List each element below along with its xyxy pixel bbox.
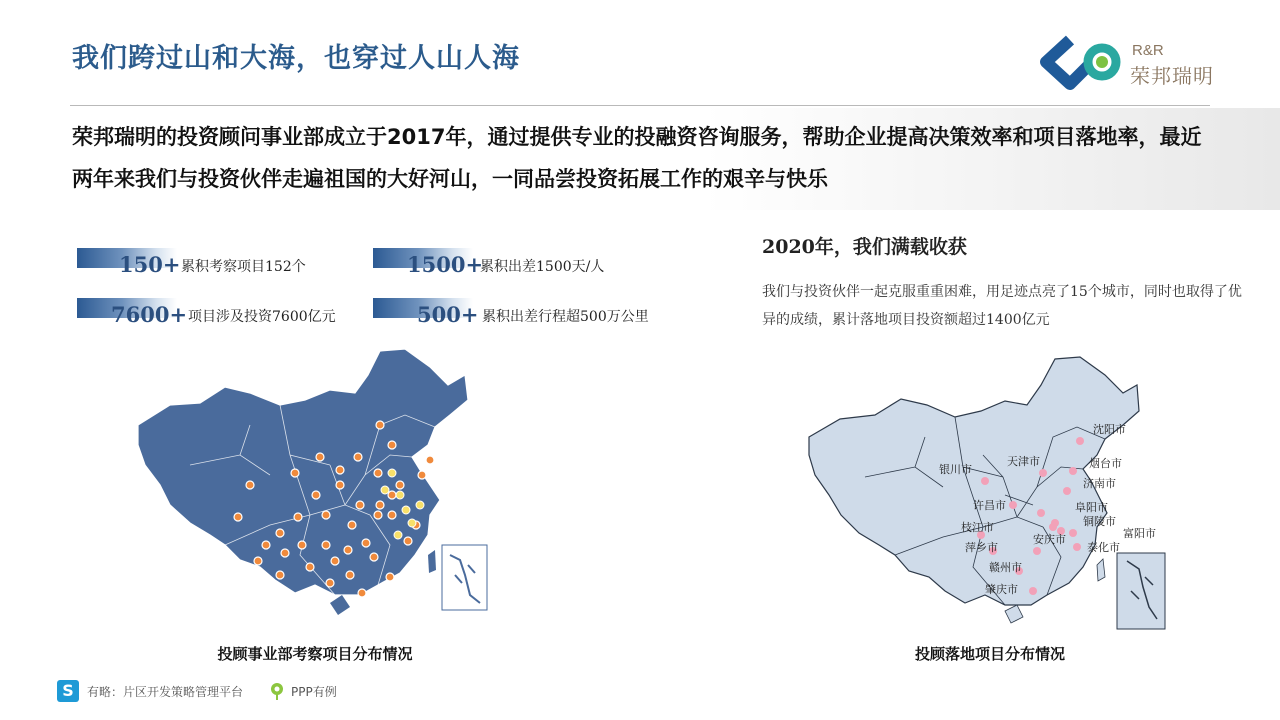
intro-text: 荣邦瑞明的投资顾问事业部成立于2017年，通过提供专业的投融资咨询服务，帮助企业提高决策效率和项目落地率，最近两年来我们与投资伙伴走遍祖国的大好河山，一同品尝投资拓展工作的艰辛与快乐 bbox=[72, 125, 1202, 191]
platform-name: 有略：片区开发策略管理平台 bbox=[87, 685, 244, 699]
city-label: 铜陵市 bbox=[1083, 515, 1116, 528]
survey-dot bbox=[356, 501, 364, 509]
survey-dot bbox=[374, 511, 382, 519]
survey-dot bbox=[396, 491, 404, 499]
survey-dot bbox=[336, 466, 344, 474]
stat-projects bbox=[77, 248, 357, 278]
city-label: 烟台市 bbox=[1089, 457, 1122, 470]
stat-label: 累积考察项目152个 bbox=[181, 259, 306, 275]
survey-dot bbox=[298, 541, 306, 549]
survey-dot bbox=[376, 421, 384, 429]
right-map-caption: 投顾落地项目分布情况 bbox=[914, 645, 1065, 663]
survey-dot bbox=[246, 481, 254, 489]
survey-dot bbox=[276, 571, 284, 579]
hainan-island bbox=[1005, 605, 1023, 623]
survey-dot bbox=[376, 501, 384, 509]
survey-dot bbox=[281, 549, 289, 557]
landed-dot bbox=[1069, 529, 1077, 537]
survey-dot bbox=[346, 571, 354, 579]
logo-name: 荣邦瑞明 bbox=[1130, 64, 1214, 88]
survey-dot bbox=[316, 453, 324, 461]
survey-dot bbox=[402, 506, 410, 514]
stat-mileage bbox=[373, 298, 673, 328]
survey-dot bbox=[374, 469, 382, 477]
city-label: 沈阳市 bbox=[1093, 423, 1126, 436]
survey-dot bbox=[388, 441, 396, 449]
survey-dot bbox=[262, 541, 270, 549]
survey-dot bbox=[426, 456, 434, 464]
city-label: 天津市 bbox=[1007, 455, 1040, 468]
city-label: 银川市 bbox=[939, 463, 972, 476]
stat-value: 7600+ bbox=[111, 302, 188, 327]
stat-value: 1500+ bbox=[407, 252, 484, 277]
company-logo bbox=[1040, 34, 1220, 94]
landed-dot bbox=[1073, 543, 1081, 551]
survey-dot bbox=[388, 491, 396, 499]
taiwan-island bbox=[1097, 559, 1105, 581]
survey-dot bbox=[306, 563, 314, 571]
header-divider bbox=[70, 105, 1210, 106]
survey-dot bbox=[388, 469, 396, 477]
survey-dot bbox=[362, 539, 370, 547]
survey-dot bbox=[416, 501, 424, 509]
logo-mark-icon bbox=[1040, 34, 1128, 90]
survey-dot bbox=[388, 511, 396, 519]
ppp-pin-icon bbox=[269, 682, 285, 700]
right-heading: 2020年，我们满载收获 bbox=[762, 236, 967, 258]
survey-dot bbox=[326, 579, 334, 587]
survey-dot bbox=[370, 553, 378, 561]
landed-projects-map bbox=[805, 355, 1175, 635]
survey-dot bbox=[291, 469, 299, 477]
stat-label: 累积出差1500天/人 bbox=[480, 259, 605, 275]
survey-dot bbox=[404, 537, 412, 545]
landed-dot bbox=[1063, 487, 1071, 495]
city-label: 安庆市 bbox=[1033, 533, 1066, 546]
city-label: 富阳市 bbox=[1123, 527, 1156, 540]
city-label: 枝江市 bbox=[961, 521, 994, 534]
survey-dot bbox=[336, 481, 344, 489]
stat-label: 项目涉及投资7600亿元 bbox=[188, 309, 336, 325]
landed-dot bbox=[1051, 519, 1059, 527]
stat-value: 150+ bbox=[119, 252, 181, 277]
survey-dot bbox=[344, 546, 352, 554]
right-body-text: 我们与投资伙伴一起克服重重困难，用足迹点亮了15个城市，同时也取得了优异的成绩，累计落地项目投资额超过1400亿元 bbox=[762, 284, 1242, 328]
survey-dot bbox=[276, 529, 284, 537]
city-label: 许昌市 bbox=[973, 499, 1006, 512]
survey-dot bbox=[331, 557, 339, 565]
page-title: 我们跨过山和大海，也穿过人山人海 bbox=[72, 43, 520, 74]
ppp-name: PPP有例 bbox=[291, 685, 337, 699]
landed-dot bbox=[1069, 467, 1077, 475]
landed-dot bbox=[1033, 547, 1041, 555]
landed-dot bbox=[1029, 587, 1037, 595]
survey-dot bbox=[386, 573, 394, 581]
survey-dot bbox=[254, 557, 262, 565]
city-label: 赣州市 bbox=[989, 561, 1022, 574]
city-label: 阜阳市 bbox=[1075, 501, 1108, 514]
landed-dot bbox=[1037, 509, 1045, 517]
platform-logo-icon: S bbox=[57, 680, 79, 702]
survey-dot bbox=[381, 486, 389, 494]
survey-dot bbox=[294, 513, 302, 521]
stat-investment bbox=[77, 298, 367, 328]
city-label: 济南市 bbox=[1083, 477, 1116, 490]
left-map-caption: 投顾事业部考察项目分布情况 bbox=[217, 645, 413, 663]
survey-dot bbox=[322, 511, 330, 519]
survey-dot bbox=[354, 453, 362, 461]
landed-dot bbox=[1076, 437, 1084, 445]
landed-dot bbox=[1039, 469, 1047, 477]
city-label: 肇庆市 bbox=[985, 583, 1018, 596]
stat-travel-days bbox=[373, 248, 673, 278]
survey-dot bbox=[358, 589, 366, 597]
survey-dot bbox=[394, 531, 402, 539]
city-label: 萍乡市 bbox=[965, 541, 998, 554]
logo-text: R&R bbox=[1132, 42, 1164, 59]
survey-dot bbox=[418, 471, 426, 479]
survey-dot bbox=[322, 541, 330, 549]
city-label: 泰化市 bbox=[1087, 541, 1120, 554]
survey-dot bbox=[348, 521, 356, 529]
landed-dot bbox=[981, 477, 989, 485]
survey-dot bbox=[312, 491, 320, 499]
landed-dot bbox=[1009, 501, 1017, 509]
south-sea-inset bbox=[1117, 553, 1165, 629]
survey-dot bbox=[396, 481, 404, 489]
hainan-island bbox=[330, 595, 350, 615]
taiwan-island bbox=[428, 550, 436, 573]
stat-value: 500+ bbox=[417, 302, 479, 327]
survey-dot bbox=[408, 519, 416, 527]
survey-dot bbox=[234, 513, 242, 521]
south-sea-inset bbox=[442, 545, 487, 610]
survey-distribution-map bbox=[130, 345, 500, 625]
stat-label: 累积出差行程超500万公里 bbox=[482, 309, 649, 325]
